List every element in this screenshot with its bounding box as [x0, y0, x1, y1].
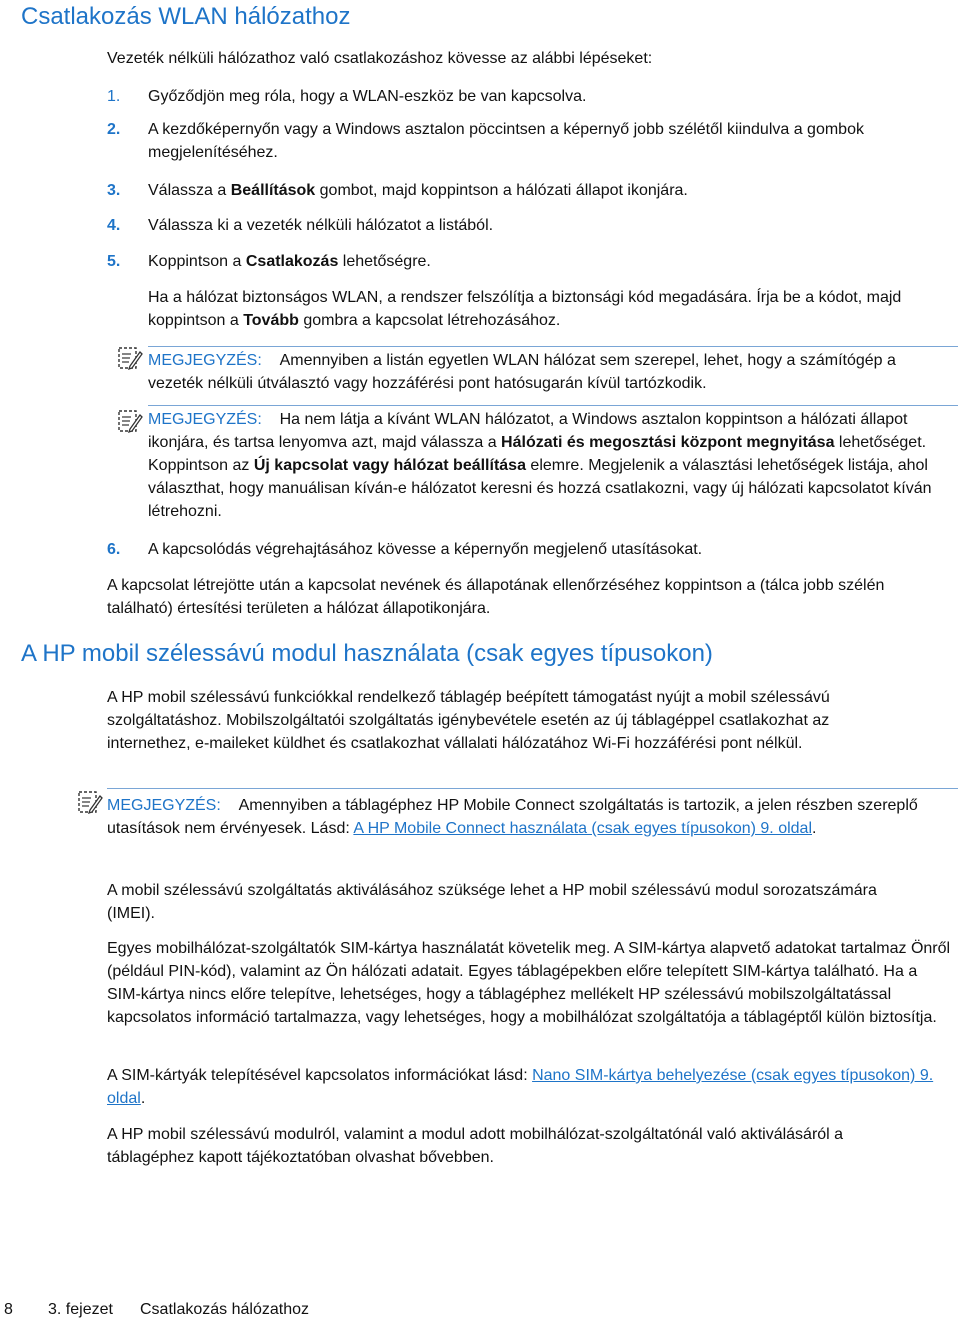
step-4-text: Válassza ki a vezeték nélküli hálózatot a listából.	[148, 217, 494, 234]
step-number-4: 4.	[107, 217, 121, 234]
imei-paragraph: A mobil szélessávú szolgáltatás aktiválásához szüksége lehet a HP mobil szélessávú modul sorozatszámára (IMEI).	[107, 882, 877, 922]
settings-term: Beállítások	[230, 182, 316, 199]
next-term: Tovább	[243, 312, 299, 329]
new-connection-term: Új kapcsolat vagy hálózat beállítása	[253, 457, 526, 474]
step-5-text: Koppintson a Csatlakozás lehetőségre.	[148, 253, 431, 270]
step-5-detail: Ha a hálózat biztonságos WLAN, a rendszer felszólítja a biztonsági kód megadására. Írja be a kódot, majd koppintson a Tovább gombra a kapcsolat létrehozásához.	[148, 289, 902, 329]
step-3-text: Válassza a Beállítások gombot, majd koppintson a hálózati állapot ikonjára.	[148, 182, 688, 199]
step-number-2: 2.	[107, 121, 121, 138]
step-number-5: 5.	[107, 253, 121, 270]
footer-chapter: 3. fejezet	[48, 1301, 113, 1318]
note-3-label: MEGJEGYZÉS:	[107, 797, 221, 814]
sim-paragraph: Egyes mobilhálózat-szolgáltatók SIM-kártya használatát követelik meg. A SIM-kártya alapvető adatokat tartalmaz Önről (például PIN-kód), valamint az Ön hálózati adatait. Egyes táblagépekben előre telepített SIM-kártya található. Ha a SIM-kártya nincs előre telepítve, lehetséges, hogy a táblagéphez mellékelt HP szélessávú mobilszolgáltatással kapcsolatos információ tartalmazza, vagy lehetséges, hogy a mobilhálózat szolgáltatója a táblagéptől külön biztosítja.	[107, 940, 951, 1026]
step-6-text: A kapcsolódás végrehajtásához kövesse a képernyőn megjelenő utasításokat.	[148, 541, 703, 558]
section-title-mobile-broadband: A HP mobil szélessávú modul használata (csak egyes típusokon)	[21, 640, 713, 667]
note-3: MEGJEGYZÉS: Amennyiben a táblagéphez HP Mobile Connect szolgáltatás is tartozik, a jelen részben szereplő utasítások nem érvényesek. Lásd: A HP Mobile Connect használata (csak egyes típusokon) 9. oldal.	[107, 797, 918, 837]
note-icon	[117, 408, 143, 434]
note-icon	[117, 345, 143, 371]
nano-sim-link[interactable]: Nano SIM-kártya behelyezése (csak egyes típusokon) 9. oldal	[107, 1067, 934, 1107]
note-1: MEGJEGYZÉS: Amennyiben a listán egyetlen WLAN hálózat sem szerepel, lehet, hogy a számítógép a vezeték nélküli útválasztó vagy hozzáférési pont hatósugarán kívül tartózkodik.	[148, 352, 896, 392]
activation-paragraph: A HP mobil szélessávú modulról, valamint a modul adott mobilhálózat-szolgáltatónál való aktiválásáról a táblagéphez kapott tájékoztatóban olvashat bővebben.	[107, 1126, 844, 1166]
mobile-intro-paragraph: A HP mobil szélessávú funkciókkal rendelkező táblagép beépített támogatást nyújt a mobil szélessávú szolgáltatáshoz. Mobilszolgáltatói szolgáltatás igénybevétele esetén az új táblagéppel csatlakozhat az internethez, e-maileket küldhet és csatlakozhat vállalati hálózatához Wi-Fi hozzáférési pont nélkül.	[107, 689, 830, 752]
connect-term: Csatlakozás	[245, 253, 339, 270]
network-center-term: Hálózati és megosztási központ megnyitása	[501, 434, 835, 451]
hp-mobile-connect-link[interactable]: A HP Mobile Connect használata (csak egyes típusokon) 9. oldal	[353, 820, 812, 837]
closing-paragraph: A kapcsolat létrejötte után a kapcsolat nevének és állapotának ellenőrzéséhez koppintson a (tálca jobb szélén található) értesítési területen a hálózat állapotikonjára.	[107, 577, 885, 617]
sim-install-paragraph: A SIM-kártyák telepítésével kapcsolatos információkat lásd: Nano SIM-kártya behelyezése (csak egyes típusokon) 9. oldal.	[107, 1067, 934, 1107]
note-icon	[77, 789, 103, 815]
note-2-label: MEGJEGYZÉS:	[148, 411, 262, 428]
step-1-text: Győződjön meg róla, hogy a WLAN-eszköz be van kapcsolva.	[148, 88, 587, 105]
note-3-rule	[107, 788, 958, 789]
intro-paragraph: Vezeték nélküli hálózathoz való csatlakozáshoz kövesse az alábbi lépéseket:	[107, 50, 653, 67]
note-1-rule	[148, 346, 958, 347]
section-title-wlan: Csatlakozás WLAN hálózathoz	[21, 3, 351, 30]
step-number-6: 6.	[107, 541, 121, 558]
page-number: 8	[4, 1301, 13, 1318]
note-1-label: MEGJEGYZÉS:	[148, 352, 262, 369]
step-2-text: A kezdőképernyőn vagy a Windows asztalon pöccintsen a képernyő jobb szélétől kiindulva a gombok megjelenítéséhez.	[148, 121, 864, 161]
footer-chapter-title: Csatlakozás hálózathoz	[140, 1301, 309, 1318]
step-number-1: 1.	[107, 88, 121, 105]
step-number-3: 3.	[107, 182, 121, 199]
note-2: MEGJEGYZÉS: Ha nem látja a kívánt WLAN hálózatot, a Windows asztalon koppintson a hálózati állapot ikonjára, és tartsa lenyomva azt, majd válassza a Hálózati és megosztási központ megnyitása lehetőséget. Koppintson az Új kapcsolat vagy hálózat beállítása elemre. Megjelenik a választási lehetőségek listája, ahol választhat, hogy manuálisan kíván-e hálózatot keresni és hozzá csatlakozni, vagy új hálózati kapcsolatot kíván létrehozni.	[148, 411, 932, 520]
note-2-rule	[148, 405, 958, 406]
